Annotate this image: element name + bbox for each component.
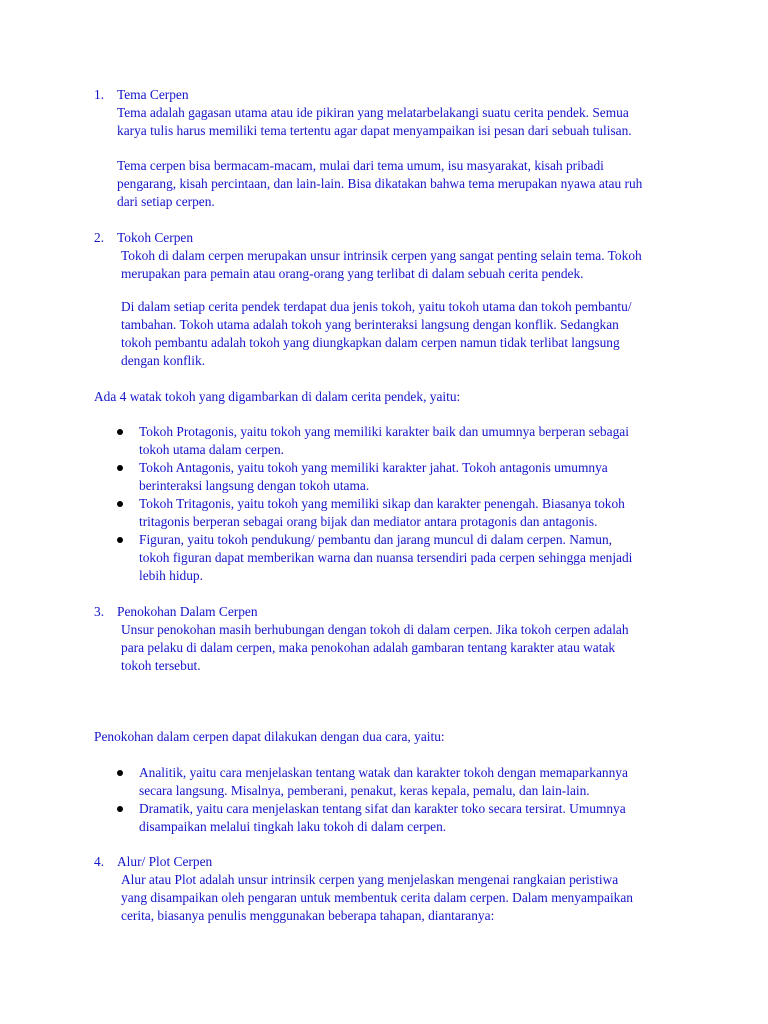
section-1-number: 1. bbox=[94, 87, 105, 102]
section-2-heading: Tokoh Cerpen bbox=[117, 230, 194, 245]
section-2-text-line: tokoh pembantu adalah tokoh yang diungkapkan dalam cerpen namun tidak terlibat langsung bbox=[121, 335, 620, 350]
section-1-heading: Tema Cerpen bbox=[117, 87, 189, 102]
watak-intro: Ada 4 watak tokoh yang digambarkan di dalam cerita pendek, yaitu: bbox=[94, 389, 461, 404]
section-2-text-line: Tokoh di dalam cerpen merupakan unsur intrinsik cerpen yang sangat penting selain tema. Tokoh bbox=[121, 248, 642, 263]
section-3-text-line: tokoh tersebut. bbox=[121, 658, 201, 673]
bullet-icon bbox=[117, 501, 123, 507]
section-3-text-line: para pelaku di dalam cerpen, maka penokohan adalah gambaran tentang karakter atau watak bbox=[121, 640, 616, 655]
cara-item-line: disampaikan melalui tingkah laku tokoh di dalam cerpen. bbox=[139, 819, 447, 834]
section-1-text-line: dari setiap cerpen. bbox=[117, 194, 215, 209]
section-2-text-line: Di dalam setiap cerita pendek terdapat dua jenis tokoh, yaitu tokoh utama dan tokoh pembantu/ bbox=[121, 299, 632, 314]
cara-item-line: Dramatik, yaitu cara menjelaskan tentang sifat dan karakter toko secara tersirat. Umumnya bbox=[139, 801, 626, 816]
watak-item-line: lebih hidup. bbox=[139, 568, 203, 583]
section-1-text-line: karya tulis harus memiliki tema tertentu agar dapat menyampaikan isi pesan dari sebuah tulisan. bbox=[117, 123, 632, 138]
section-4-text-line: yang disampaikan oleh pengaran untuk membentuk cerita dalam cerpen. Dalam menyampaikan bbox=[121, 890, 634, 905]
section-1-text-line: Tema adalah gagasan utama atau ide pikiran yang melatarbelakangi suatu cerita pendek. Semua bbox=[117, 105, 629, 120]
watak-item-line: Figuran, yaitu tokoh pendukung/ pembantu dan jarang muncul di dalam cerpen. Namun, bbox=[139, 532, 613, 547]
section-1-text-line: Tema cerpen bisa bermacam-macam, mulai dari tema umum, isu masyarakat, kisah pribadi bbox=[117, 158, 604, 173]
section-4-heading: Alur/ Plot Cerpen bbox=[117, 854, 213, 869]
section-4-text-line: Alur atau Plot adalah unsur intrinsik cerpen yang menjelaskan mengenai rangkaian peristiwa bbox=[121, 872, 619, 887]
section-2-text-line: merupakan para pemain atau orang-orang yang terlibat di dalam sebuah cerita pendek. bbox=[121, 266, 584, 281]
section-4-number: 4. bbox=[94, 854, 105, 869]
section-3-text-line: Unsur penokohan masih berhubungan dengan tokoh di dalam cerpen. Jika tokoh cerpen adalah bbox=[121, 622, 629, 637]
section-1-text-line: pengarang, kisah percintaan, dan lain-lain. Bisa dikatakan bahwa tema merupakan nyawa atau ruh bbox=[117, 176, 643, 191]
bullet-icon bbox=[117, 806, 123, 812]
bullet-icon bbox=[117, 537, 123, 543]
cara-item-line: secara langsung. Misalnya, pemberani, penakut, keras kepala, pemalu, dan lain-lain. bbox=[139, 783, 590, 798]
bullet-icon bbox=[117, 429, 123, 435]
watak-item-line: berinteraksi langsung dengan tokoh utama. bbox=[139, 478, 370, 493]
cara-intro: Penokohan dalam cerpen dapat dilakukan dengan dua cara, yaitu: bbox=[94, 729, 445, 744]
watak-item-line: tokoh figuran dapat memberikan warna dan nuansa tersendiri pada cerpen sehingga menjadi bbox=[139, 550, 633, 565]
watak-item-line: Tokoh Protagonis, yaitu tokoh yang memiliki karakter baik dan umumnya berperan sebagai bbox=[139, 424, 629, 439]
section-3-heading: Penokohan Dalam Cerpen bbox=[117, 604, 258, 619]
watak-item-line: tokoh utama dalam cerpen. bbox=[139, 442, 285, 457]
bullet-icon bbox=[117, 465, 123, 471]
bullet-icon bbox=[117, 770, 123, 776]
section-3-number: 3. bbox=[94, 604, 105, 619]
section-2-text-line: tambahan. Tokoh utama adalah tokoh yang berinteraksi langsung dengan konflik. Sedangkan bbox=[121, 317, 619, 332]
watak-item-line: Tokoh Antagonis, yaitu tokoh yang memiliki karakter jahat. Tokoh antagonis umumnya bbox=[139, 460, 608, 475]
section-2-number: 2. bbox=[94, 230, 105, 245]
watak-item-line: tritagonis berperan sebagai orang bijak dan mediator antara protagonis dan antagonis. bbox=[139, 514, 598, 529]
section-4-text-line: cerita, biasanya penulis menggunakan beberapa tahapan, diantaranya: bbox=[121, 908, 495, 923]
cara-item-line: Analitik, yaitu cara menjelaskan tentang watak dan karakter tokoh dengan memaparkannya bbox=[139, 765, 628, 780]
watak-item-line: Tokoh Tritagonis, yaitu tokoh yang memiliki sikap dan karakter penengah. Biasanya tokoh bbox=[139, 496, 625, 511]
section-2-text-line: dengan konflik. bbox=[121, 353, 206, 368]
